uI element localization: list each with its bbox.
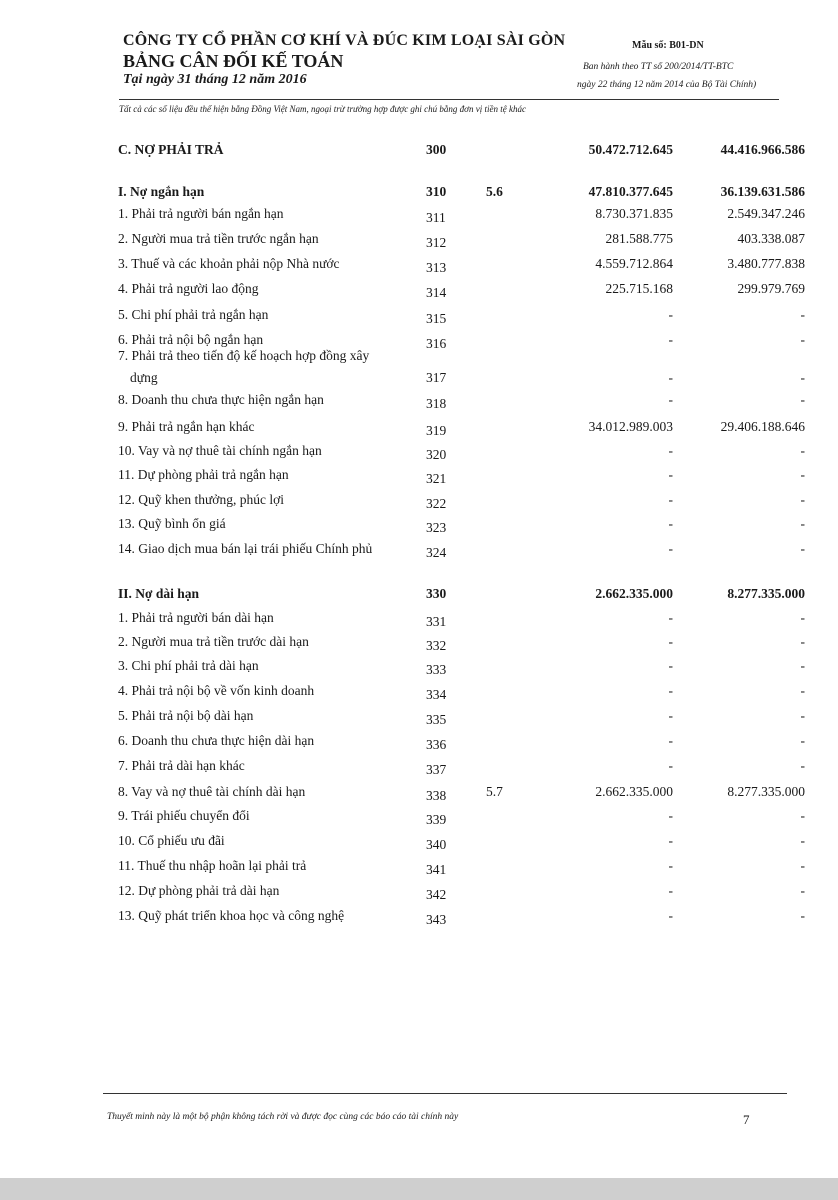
table-row (0, 184, 838, 206)
footer-note: Thuyết minh này là một bộ phận không tách rời và được đọc cùng các báo cáo tài chính này (107, 1112, 459, 1122)
previous-year-value: 3.480.777.838 (727, 256, 805, 271)
row-code: 312 (426, 235, 447, 250)
row-code: 324 (426, 545, 447, 560)
row-code: 311 (426, 210, 446, 225)
table-row (0, 516, 838, 538)
row-code: 341 (426, 862, 447, 877)
previous-year-value: - (800, 307, 805, 322)
previous-year-value: - (800, 492, 805, 507)
row-label: 4. Phải trả nội bộ về vốn kinh doanh (118, 683, 315, 698)
row-label: 12. Dự phòng phải trả dài hạn (118, 883, 280, 898)
row-label: 6. Phải trả nội bộ ngắn hạn (118, 332, 264, 347)
document-title: BẢNG CÂN ĐỐI KẾ TOÁN (123, 51, 344, 71)
row-code: 338 (426, 788, 447, 803)
current-year-value: 2.662.335.000 (595, 784, 673, 799)
company-name: CÔNG TY CỔ PHẦN CƠ KHÍ VÀ ĐÚC KIM LOẠI SÀI GÒN (123, 32, 566, 49)
row-label: 10. Cổ phiếu ưu đãi (118, 833, 225, 848)
previous-year-value: 44.416.966.586 (720, 142, 805, 157)
current-year-value: - (668, 858, 673, 873)
row-code: 335 (426, 712, 447, 727)
previous-year-value: - (800, 370, 805, 385)
row-code: 321 (426, 471, 447, 486)
row-label: 6. Doanh thu chưa thực hiện dài hạn (118, 733, 315, 748)
table-row (0, 419, 838, 441)
previous-year-value: - (800, 708, 805, 723)
row-code: 323 (426, 520, 447, 535)
current-year-value: - (668, 758, 673, 773)
row-code: 316 (426, 336, 447, 351)
previous-year-value: - (800, 858, 805, 873)
current-year-value: - (668, 733, 673, 748)
table-row (0, 586, 838, 608)
current-year-value: - (668, 332, 673, 347)
table-row (0, 808, 838, 830)
row-label: 1. Phải trả người bán dài hạn (118, 610, 274, 625)
current-year-value: - (668, 443, 673, 458)
previous-year-value: - (800, 658, 805, 673)
row-code: 330 (426, 586, 447, 601)
table-row (0, 541, 838, 563)
row-code: 343 (426, 912, 447, 927)
current-year-value: - (668, 833, 673, 848)
table-row (0, 231, 838, 253)
row-code: 337 (426, 762, 447, 777)
row-code: 340 (426, 837, 447, 852)
previous-year-value: - (800, 908, 805, 923)
row-label: 9. Phải trả ngắn hạn khác (118, 419, 255, 434)
table-row (0, 610, 838, 632)
row-code: 331 (426, 614, 447, 629)
row-code: 310 (426, 184, 447, 199)
row-code: 317 (426, 370, 447, 385)
row-code: 333 (426, 662, 447, 677)
current-year-value: - (668, 370, 673, 385)
row-code: 313 (426, 260, 447, 275)
row-code: 342 (426, 887, 447, 902)
row-code: 339 (426, 812, 447, 827)
row-label: 7. Phải trả dài hạn khác (118, 758, 245, 773)
report-date: Tại ngày 31 tháng 12 năm 2016 (123, 72, 307, 87)
row-label: 12. Quỹ khen thưởng, phúc lợi (118, 492, 284, 507)
row-label: 5. Phải trả nội bộ dài hạn (118, 708, 254, 723)
current-year-value: - (668, 634, 673, 649)
table-row (0, 758, 838, 780)
table-row (0, 348, 838, 385)
row-label: 9. Trái phiếu chuyển đổi (118, 808, 250, 823)
current-year-value: - (668, 683, 673, 698)
issued-by-line-2: ngày 22 tháng 12 năm 2014 của Bộ Tài Chính) (577, 80, 757, 90)
footer-divider (103, 1093, 787, 1094)
table-row (0, 658, 838, 680)
previous-year-value: - (800, 883, 805, 898)
previous-year-value: 403.338.087 (737, 231, 805, 246)
current-year-value: 2.662.335.000 (595, 586, 673, 601)
previous-year-value: - (800, 758, 805, 773)
header-divider (119, 99, 779, 100)
currency-note: Tất cả các số liệu đều thể hiện bằng Đồng Việt Nam, ngoại trừ trường hợp được ghi chú bằng đơn vị tiền tệ khác (119, 104, 526, 114)
row-code: 300 (426, 142, 447, 157)
table-row (0, 492, 838, 514)
row-label: II. Nợ dài hạn (118, 586, 200, 601)
previous-year-value: - (800, 467, 805, 482)
previous-year-value: 8.277.335.000 (727, 784, 805, 799)
previous-year-value: 29.406.188.646 (720, 419, 805, 434)
row-label: 1. Phải trả người bán ngắn hạn (118, 206, 284, 221)
table-row (0, 858, 838, 880)
previous-year-value: 2.549.347.246 (727, 206, 805, 221)
current-year-value: 4.559.712.864 (595, 256, 673, 271)
current-year-value: 34.012.989.003 (588, 419, 673, 434)
current-year-value: - (668, 307, 673, 322)
row-code: 319 (426, 423, 447, 438)
current-year-value: - (668, 541, 673, 556)
table-row (0, 281, 838, 303)
previous-year-value: - (800, 332, 805, 347)
form-code: Mẫu số: B01-DN (632, 40, 704, 51)
row-label: 2. Người mua trả tiền trước ngắn hạn (118, 231, 319, 246)
row-label: 4. Phải trả người lao động (118, 281, 259, 296)
table-row (0, 784, 838, 806)
table-row (0, 908, 838, 930)
row-code: 336 (426, 737, 447, 752)
row-code: 334 (426, 687, 447, 702)
current-year-value: 281.588.775 (605, 231, 673, 246)
row-label: C. NỢ PHẢI TRẢ (118, 142, 224, 157)
row-code: 318 (426, 396, 447, 411)
table-row (0, 392, 838, 414)
previous-year-value: 8.277.335.000 (727, 586, 805, 601)
table-row (0, 443, 838, 465)
table-row (0, 833, 838, 855)
issued-by-line-1: Ban hành theo TT số 200/2014/TT-BTC (583, 62, 734, 72)
page-number: 7 (743, 1112, 750, 1127)
current-year-value: - (668, 467, 673, 482)
previous-year-value: - (800, 733, 805, 748)
table-row (0, 683, 838, 705)
row-code: 315 (426, 311, 447, 326)
row-code: 314 (426, 285, 447, 300)
row-code: 322 (426, 496, 447, 511)
row-label-continued: dựng (130, 370, 158, 385)
row-label: I. Nợ ngắn hạn (118, 184, 205, 199)
table-row (0, 256, 838, 278)
scan-edge (0, 1178, 838, 1200)
current-year-value: - (668, 658, 673, 673)
current-year-value: - (668, 708, 673, 723)
row-code: 332 (426, 638, 447, 653)
current-year-value: - (668, 516, 673, 531)
table-row (0, 467, 838, 489)
table-row (0, 708, 838, 730)
row-label: 13. Quỹ phát triển khoa học và công nghệ (118, 908, 345, 923)
previous-year-value: - (800, 833, 805, 848)
previous-year-value: - (800, 808, 805, 823)
table-row (0, 634, 838, 656)
table-row (0, 206, 838, 228)
row-label: 10. Vay và nợ thuê tài chính ngắn hạn (118, 443, 322, 458)
table-row (0, 307, 838, 329)
row-label: 3. Thuế và các khoản phải nộp Nhà nước (118, 256, 340, 271)
row-label: 13. Quỹ bình ổn giá (118, 516, 226, 531)
current-year-value: - (668, 492, 673, 507)
previous-year-value: 36.139.631.586 (720, 184, 805, 199)
row-note-ref: 5.6 (486, 184, 503, 199)
current-year-value: - (668, 908, 673, 923)
row-label: 7. Phải trả theo tiến độ kế hoạch hợp đồng xây (118, 348, 370, 363)
table-row (0, 883, 838, 905)
current-year-value: - (668, 610, 673, 625)
row-label: 8. Vay và nợ thuê tài chính dài hạn (118, 784, 306, 799)
previous-year-value: 299.979.769 (737, 281, 805, 296)
row-label: 5. Chi phí phải trả ngắn hạn (118, 307, 269, 322)
row-note-ref: 5.7 (486, 784, 503, 799)
current-year-value: - (668, 808, 673, 823)
previous-year-value: - (800, 541, 805, 556)
row-label: 2. Người mua trả tiền trước dài hạn (118, 634, 309, 649)
previous-year-value: - (800, 634, 805, 649)
previous-year-value: - (800, 610, 805, 625)
row-label: 8. Doanh thu chưa thực hiện ngắn hạn (118, 392, 324, 407)
row-label: 11. Dự phòng phải trả ngắn hạn (118, 467, 289, 482)
previous-year-value: - (800, 443, 805, 458)
current-year-value: 8.730.371.835 (595, 206, 673, 221)
row-label: 3. Chi phí phải trả dài hạn (118, 658, 259, 673)
table-row (0, 733, 838, 755)
current-year-value: 47.810.377.645 (588, 184, 673, 199)
current-year-value: - (668, 392, 673, 407)
current-year-value: 50.472.712.645 (588, 142, 673, 157)
previous-year-value: - (800, 683, 805, 698)
row-label: 11. Thuế thu nhập hoãn lại phải trả (118, 858, 307, 873)
current-year-value: 225.715.168 (605, 281, 673, 296)
previous-year-value: - (800, 392, 805, 407)
current-year-value: - (668, 883, 673, 898)
row-label: 14. Giao dịch mua bán lại trái phiếu Chính phủ (118, 541, 373, 556)
previous-year-value: - (800, 516, 805, 531)
row-code: 320 (426, 447, 447, 462)
table-row (0, 142, 838, 164)
